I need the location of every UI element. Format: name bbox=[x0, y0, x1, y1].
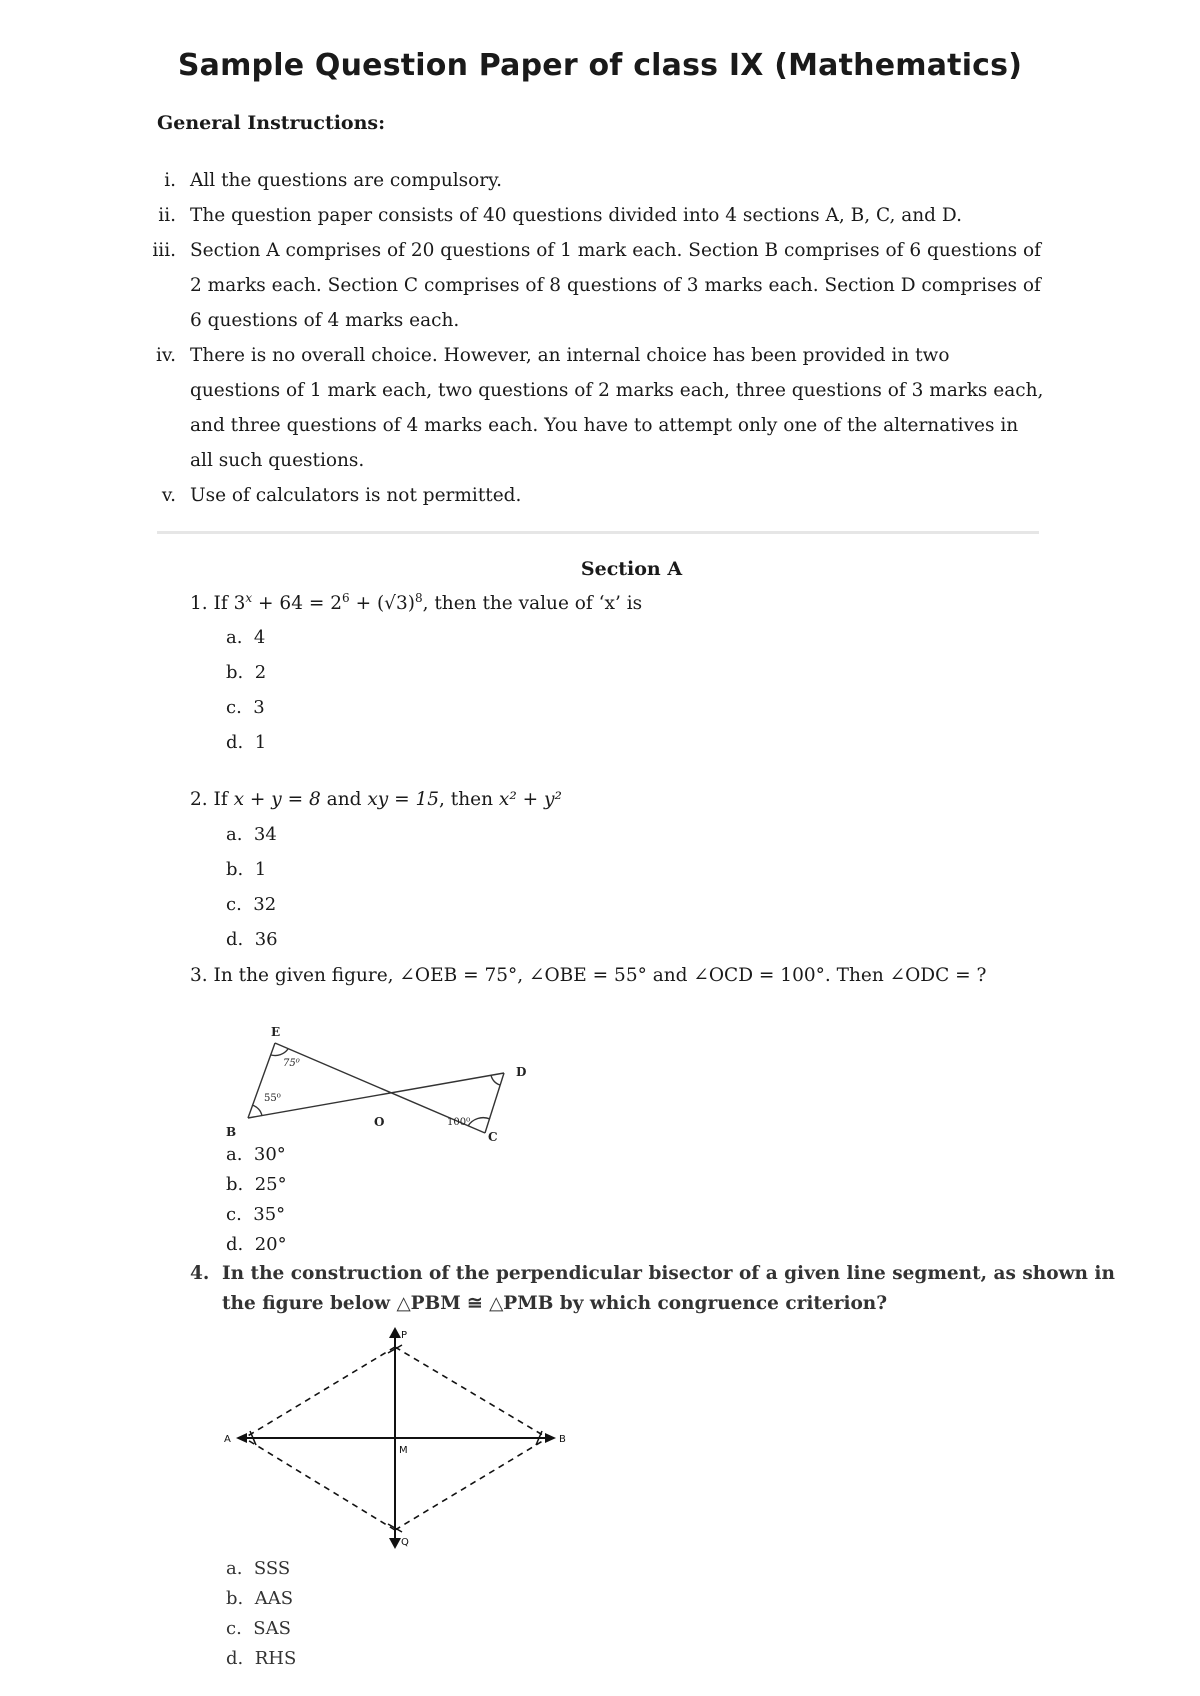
question-4 bbox=[190, 1263, 209, 1284]
angle-arc-b bbox=[252, 1105, 262, 1116]
dashed-qa bbox=[246, 1439, 395, 1530]
option-text: 1 bbox=[254, 859, 267, 880]
dashed-pb bbox=[395, 1347, 546, 1437]
instruction-line: questions of 1 mark each, two questions of 2 marks each, three questions of 3 marks each, bbox=[190, 380, 1044, 401]
option-letter: c. bbox=[226, 894, 242, 915]
question-3 bbox=[190, 965, 986, 986]
option bbox=[226, 1558, 290, 1579]
arrow-right bbox=[545, 1433, 556, 1443]
option bbox=[226, 929, 278, 950]
instruction-number: i. bbox=[164, 170, 176, 191]
question-text: , then the value of ‘x’ is bbox=[422, 593, 643, 615]
option bbox=[226, 1174, 287, 1195]
option-letter: b. bbox=[226, 1588, 244, 1609]
instruction-number: ii. bbox=[158, 205, 176, 226]
option-text: 1 bbox=[254, 732, 267, 753]
label-b: B bbox=[226, 1125, 237, 1139]
option-letter: a. bbox=[226, 824, 243, 845]
instructions-heading: General Instructions: bbox=[157, 112, 386, 134]
option-letter: a. bbox=[226, 1144, 243, 1165]
option-text: 4 bbox=[253, 627, 266, 648]
option-letter: a. bbox=[226, 1558, 243, 1579]
option-letter: b. bbox=[226, 662, 244, 683]
option bbox=[226, 1204, 285, 1225]
option bbox=[226, 1588, 293, 1609]
option-text: RHS bbox=[254, 1648, 297, 1669]
option bbox=[226, 732, 266, 753]
question-1 bbox=[190, 591, 642, 614]
math-text: + 64 = bbox=[258, 593, 325, 615]
option-letter: b. bbox=[226, 859, 244, 880]
angle-arc-c bbox=[468, 1118, 490, 1126]
math-exponent: 6 bbox=[342, 591, 350, 605]
label-b: B bbox=[559, 1434, 566, 1445]
instruction-line: all such questions. bbox=[190, 450, 365, 471]
question-text: the figure below △PBM ≅ △PMB by which congruence criterion? bbox=[222, 1293, 888, 1314]
instruction-line: and three questions of 4 marks each. You have to attempt only one of the alternatives in bbox=[190, 415, 1019, 436]
label-d: D bbox=[516, 1065, 527, 1079]
math-text: + (√3) bbox=[355, 593, 415, 615]
option bbox=[226, 697, 265, 718]
angle-label-75: 75⁰ bbox=[283, 1058, 300, 1069]
arrow-left bbox=[236, 1433, 247, 1443]
dashed-qb bbox=[395, 1439, 546, 1530]
angle-label-55: 55⁰ bbox=[264, 1093, 281, 1104]
option-letter: d. bbox=[226, 732, 244, 753]
question-text: and bbox=[326, 789, 362, 810]
label-o: O bbox=[374, 1115, 385, 1129]
option-letter: d. bbox=[226, 929, 244, 950]
line-eb bbox=[248, 1043, 275, 1118]
option bbox=[226, 859, 266, 880]
label-q: Q bbox=[401, 1537, 409, 1548]
question-number: 4. bbox=[190, 1263, 210, 1284]
instruction-line: There is no overall choice. However, an internal choice has been provided in two bbox=[190, 345, 950, 366]
option-letter: d. bbox=[226, 1648, 244, 1669]
question-text: In the construction of the perpendicular bisector of a given line segment, as shown in bbox=[222, 1263, 1115, 1284]
divider bbox=[157, 531, 1039, 534]
instruction-line: All the questions are compulsory. bbox=[190, 170, 502, 191]
instruction-line: Use of calculators is not permitted. bbox=[190, 485, 522, 506]
label-c: C bbox=[488, 1130, 498, 1144]
option-letter: c. bbox=[226, 697, 242, 718]
math-exponent: 8 bbox=[414, 591, 423, 605]
question-2 bbox=[190, 789, 562, 810]
math-expression: xy = 15 bbox=[367, 789, 440, 810]
page-title: Sample Question Paper of class IX (Mathematics) bbox=[177, 48, 1023, 83]
option-letter: a. bbox=[226, 627, 243, 648]
dashed-pa bbox=[246, 1347, 395, 1437]
option bbox=[226, 824, 277, 845]
instruction-line: 2 marks each. Section C comprises of 8 questions of 3 marks each. Section D comprises of bbox=[190, 275, 1041, 296]
option-text: 2 bbox=[254, 662, 267, 683]
angle-label-100: 100⁰ bbox=[447, 1117, 471, 1128]
instruction-number: iv. bbox=[155, 345, 176, 366]
option-letter: d. bbox=[226, 1234, 244, 1255]
option-text: 30° bbox=[253, 1144, 286, 1165]
math-expression: x² + y² bbox=[498, 789, 562, 810]
label-e: E bbox=[271, 1025, 281, 1039]
option-letter: c. bbox=[226, 1204, 242, 1225]
question-text: , then bbox=[439, 789, 494, 810]
option-text: 20° bbox=[254, 1234, 287, 1255]
angle-arc-e bbox=[271, 1049, 288, 1056]
option bbox=[226, 627, 265, 648]
option bbox=[226, 1648, 296, 1669]
line-bd bbox=[248, 1073, 504, 1118]
option-text: 25° bbox=[254, 1174, 287, 1195]
math-exponent: x bbox=[245, 591, 253, 605]
arrow-down bbox=[389, 1538, 401, 1549]
option-text: 3 bbox=[253, 697, 265, 718]
question-text: If bbox=[213, 593, 228, 615]
instruction-line: 6 questions of 4 marks each. bbox=[190, 310, 460, 331]
option-text: 34 bbox=[253, 824, 277, 845]
arrow-up bbox=[389, 1327, 401, 1338]
option-text: SSS bbox=[253, 1558, 291, 1579]
option bbox=[226, 894, 276, 915]
question-number: 3. bbox=[190, 965, 208, 986]
option-text: AAS bbox=[254, 1588, 294, 1609]
option bbox=[226, 1234, 287, 1255]
label-a: A bbox=[224, 1434, 231, 1445]
instruction-line: Section A comprises of 20 questions of 1 mark each. Section B comprises of 6 questions of bbox=[190, 240, 1041, 261]
option bbox=[226, 662, 266, 683]
label-p: P bbox=[401, 1330, 408, 1341]
question-number: 2. bbox=[190, 789, 208, 810]
instruction-number: v. bbox=[161, 485, 176, 506]
option-letter: b. bbox=[226, 1174, 244, 1195]
math-base: 3 bbox=[233, 593, 246, 615]
math-expression: x + y = 8 bbox=[233, 789, 321, 810]
option-text: SAS bbox=[253, 1618, 291, 1639]
section-a-heading: Section A bbox=[580, 558, 683, 580]
q3-figure bbox=[215, 1025, 545, 1145]
instruction-number: iii. bbox=[152, 240, 176, 261]
question-number: 1. bbox=[190, 593, 208, 615]
option-text: 35° bbox=[253, 1204, 286, 1225]
math-base: 2 bbox=[330, 593, 343, 615]
label-m: M bbox=[399, 1445, 408, 1456]
option-text: 32 bbox=[253, 894, 277, 915]
q4-figure bbox=[220, 1325, 570, 1555]
option-letter: c. bbox=[226, 1618, 242, 1639]
question-text: If bbox=[213, 789, 228, 810]
question-text: In the given figure, ∠OEB = 75°, ∠OBE = 55° and ∠OCD = 100°. Then ∠ODC = ? bbox=[213, 965, 987, 986]
angle-arc-d bbox=[491, 1075, 500, 1085]
option bbox=[226, 1144, 286, 1165]
option bbox=[226, 1618, 291, 1639]
option-text: 36 bbox=[254, 929, 278, 950]
instruction-line: The question paper consists of 40 questions divided into 4 sections A, B, C, and D. bbox=[190, 205, 962, 226]
